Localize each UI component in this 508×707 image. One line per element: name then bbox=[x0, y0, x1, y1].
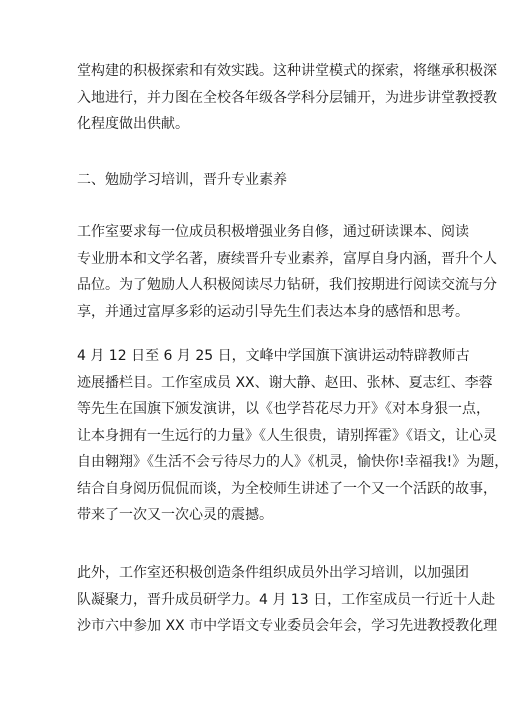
heading-text: 二、勉励学习培训，晋升专业素养 bbox=[77, 172, 287, 188]
text-line: 工作室要求每一位成员积极增强业务自修，通过研读课本、阅读 bbox=[77, 224, 469, 240]
text-line: 4 月 12 日至 6 月 25 日，文峰中学国旗下演讲运动特辟教师古 bbox=[77, 348, 470, 364]
text-line: 专业册本和文学名著，赓续晋升专业素养，富厚自身内涵，晋升个人 bbox=[77, 250, 497, 267]
text-line: 迹展播栏目。工作室成员 XX、谢大静、赵田、张林、夏志红、李蓉 bbox=[77, 374, 493, 391]
section-heading bbox=[77, 167, 437, 194]
paragraph-intro-continuation bbox=[77, 58, 497, 138]
paragraph-external-training bbox=[77, 560, 498, 640]
text-line: 化程度做出供献。 bbox=[77, 116, 189, 132]
text-line: 堂构建的积极探索和有效实践。这种讲堂模式的探索，将继承积极深 bbox=[77, 63, 497, 79]
text-line: 带来了一次又一次心灵的震撼。 bbox=[77, 507, 273, 523]
text-line: 队凝聚力，晋升成员研学力。4 月 13 日，工作室成员一行近十人赴 bbox=[77, 591, 496, 608]
text-line: 结合自身阅历侃侃而谈，为全校师生讲述了一个又一个活跃的故事， bbox=[77, 480, 497, 497]
text-line: 此外，工作室还积极创造条件组织成员外出学习培训，以加强团 bbox=[77, 565, 469, 581]
text-line: 入地进行，并力图在全校各年级各学科分层铺开，为进步讲堂教授教 bbox=[77, 89, 497, 106]
text-line: 等先生在国旗下颁发演讲，以《也学苔花尽力开》《对本身狠一点， bbox=[77, 401, 490, 417]
text-line: 享，并通过富厚多彩的运动引导先生们表达本身的感悟和思考。 bbox=[77, 303, 469, 320]
text-line: 自由翱翔》《生活不会亏待尽力的人》《机灵，愉快你!幸福我!》为题， bbox=[77, 454, 508, 470]
text-line: 沙市六中参加 XX 市中学语文专业委员会年会，学习先进教授教化理 bbox=[77, 618, 498, 634]
paragraph-study-training bbox=[77, 219, 497, 325]
paragraph-flag-speech bbox=[77, 343, 508, 529]
text-line: 让本身拥有一生远行的力量》《人生很贵，请别挥霍》《语文，让心灵 bbox=[77, 427, 497, 444]
text-line: 品位。为了勉励人人积极阅读尽力钻研，我们按期进行阅读交流与分 bbox=[77, 277, 497, 293]
